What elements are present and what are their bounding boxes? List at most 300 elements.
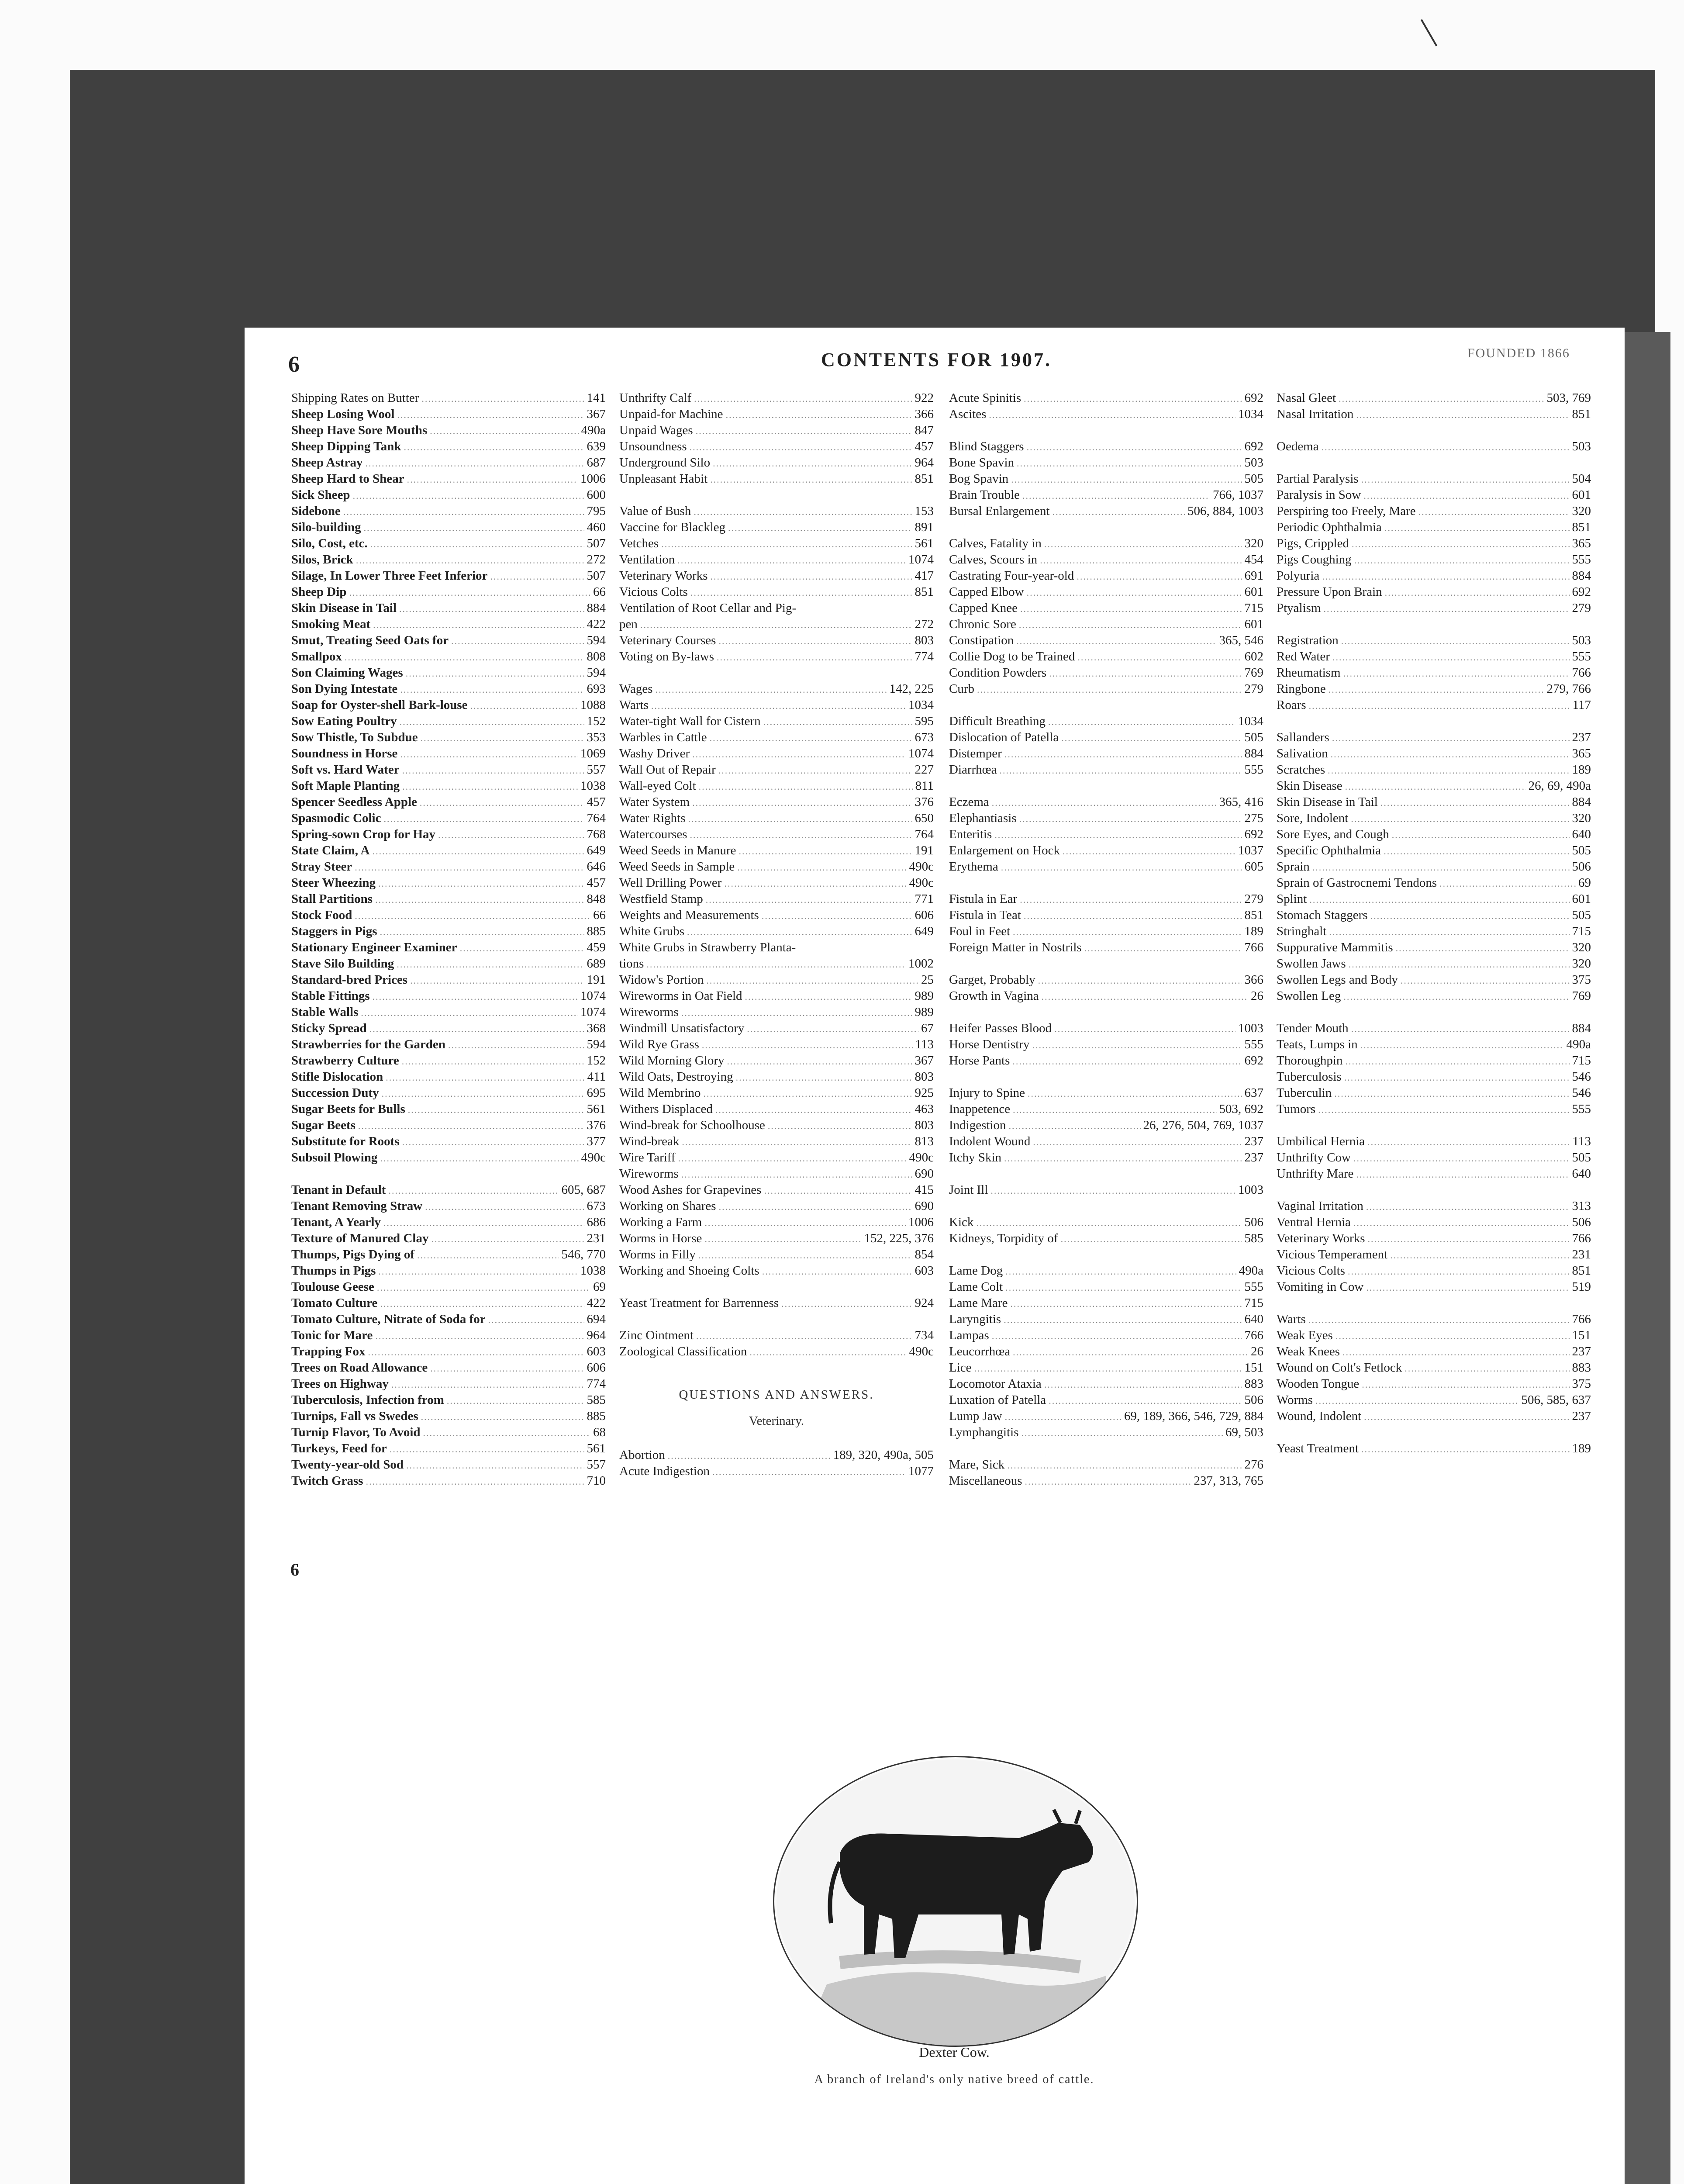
index-term: Tonic for Mare [291,1328,373,1342]
index-term: Tenant in Default [291,1183,386,1197]
index-term: Specific Ophthalmia [1277,843,1381,857]
index-term: Wall Out of Repair [619,763,716,777]
leader-dots [1004,1150,1242,1166]
index-term: Periodic Ophthalmia [1277,520,1382,534]
index-page-refs: 766 [1572,666,1591,680]
index-page-refs: 376 [914,795,934,809]
leader-dots [1364,1409,1569,1424]
index-term: Tomato Culture [291,1296,378,1310]
index-page-refs: 884 [1244,746,1263,760]
index-term: Miscellaneous [949,1474,1022,1488]
index-entry [291,1053,606,1069]
leader-dots [692,795,912,810]
index-entry [1277,1150,1591,1166]
index-term: Foul in Feet [949,924,1011,938]
index-entry [1277,875,1591,891]
index-term: Rheumatism [1277,666,1341,680]
index-term: Constipation [949,633,1014,647]
leader-dots [1010,1296,1242,1311]
index-entry [619,972,934,988]
index-entry [949,1182,1263,1198]
index-entry [619,536,934,552]
index-entry [1277,632,1591,649]
index-page-refs: 715 [1244,1296,1263,1310]
leader-dots [1331,746,1570,762]
index-page-refs: 891 [914,520,934,534]
leader-dots [1353,1215,1570,1230]
index-term: Spencer Seedless Apple [291,795,417,809]
section-gap [949,697,1263,713]
leader-dots [1345,778,1526,794]
index-term: Blind Staggers [949,439,1024,453]
index-term: Bog Spavin [949,472,1009,486]
index-term: Stringhalt [1277,924,1327,938]
section-gap [619,665,934,681]
index-term: Veterinary Works [619,569,708,583]
index-term: Calves, Fatality in [949,536,1042,550]
leader-dots [728,520,912,536]
leader-dots [1384,520,1570,536]
index-page-refs: 922 [914,391,934,405]
index-page-refs: 490c [909,860,934,874]
index-term: Weak Eyes [1277,1328,1333,1342]
section-gap [949,1004,1263,1020]
index-page-refs: 883 [1244,1377,1263,1391]
index-entry [291,455,606,471]
section-gap [619,1311,934,1327]
index-page-refs: 692 [1572,585,1591,599]
index-entry [1277,1069,1591,1085]
leader-dots [715,1102,912,1117]
leader-dots [694,390,912,406]
index-page-refs: 989 [914,1005,934,1019]
leader-dots [1361,471,1570,487]
leader-dots [1341,633,1570,649]
index-entry [291,1230,606,1247]
index-entry [1277,729,1591,746]
index-page-refs: 594 [587,1037,606,1051]
index-entry [619,1247,934,1263]
leader-dots [781,1296,912,1311]
leader-dots [1356,1166,1569,1182]
index-page-refs: 639 [587,439,606,453]
index-entry [619,1004,934,1020]
leader-dots [370,536,584,552]
index-entry [291,972,606,988]
index-entry [1277,1311,1591,1327]
section-gap [949,1198,1263,1214]
index-term: Wound, Indolent [1277,1409,1362,1423]
index-entry [949,891,1263,907]
index-term: Lump Jaw [949,1409,1002,1423]
index-entry [291,487,606,503]
index-term: Worms in Filly [619,1248,696,1261]
leader-dots [681,1166,912,1182]
leader-dots [1013,1344,1248,1360]
leader-dots [762,1263,912,1279]
index-page-refs: 771 [914,892,934,906]
index-entry [291,907,606,923]
index-term: Castrating Four-year-old [949,569,1074,583]
index-page-refs: 368 [587,1021,606,1035]
index-term: Injury to Spine [949,1086,1025,1100]
leader-dots [656,681,887,697]
index-entry [291,1101,606,1117]
index-term: Smallpox [291,650,342,663]
index-term: Fistula in Ear [949,892,1018,906]
leader-dots [375,892,584,907]
leader-dots [1007,1457,1242,1473]
leader-dots [1366,1199,1570,1214]
index-page-refs: 715 [1572,1054,1591,1068]
index-column-2 [619,390,934,1479]
leader-dots [1012,1053,1242,1069]
index-entry [1277,1327,1591,1344]
leader-dots [1049,1393,1242,1408]
index-entry [619,503,934,519]
leader-dots [994,827,1242,843]
index-entry [949,1408,1263,1424]
index-entry [291,1037,606,1053]
leader-dots [1332,649,1570,665]
index-entry [949,988,1263,1004]
leader-dots [1077,649,1242,665]
index-entry [619,1344,934,1360]
leader-dots [388,1182,559,1198]
leader-dots [431,1231,584,1247]
index-page-refs: 595 [914,714,934,728]
index-page-refs: 507 [587,536,606,550]
index-term: Strawberries for the Garden [291,1037,446,1051]
index-page-refs: 26, 276, 504, 769, 1037 [1143,1118,1263,1132]
leader-dots [402,762,584,778]
index-entry [1277,826,1591,843]
index-term: Sheep Losing Wool [291,407,395,421]
index-entry [619,439,934,455]
index-page-refs: 691 [1244,569,1263,583]
index-term: Distemper [949,746,1002,760]
index-term: Working a Farm [619,1215,702,1229]
index-entry [619,1230,934,1247]
index-term: Laryngitis [949,1312,1001,1326]
index-page-refs: 1088 [580,698,606,712]
index-entry [291,778,606,794]
index-term: Paralysis in Sow [1277,488,1361,502]
index-page-refs: 1037 [1238,843,1263,857]
leader-dots [382,1085,584,1101]
index-entry [949,552,1263,568]
index-entry [291,422,606,439]
leader-dots [737,859,906,875]
index-entry [619,649,934,665]
leader-dots [651,698,906,713]
index-page-refs: 555 [1572,553,1591,567]
index-page-refs: 884 [587,601,606,615]
index-term: Withers Displaced [619,1102,713,1116]
leader-dots [692,746,906,762]
index-term: Trapping Fox [291,1344,366,1358]
index-term: Indigestion [949,1118,1006,1132]
index-entry [291,1473,606,1489]
index-page-refs: 237 [1572,1344,1591,1358]
index-entry [619,390,934,406]
index-entry [619,1295,934,1311]
index-entry [1277,794,1591,810]
section-gap [1277,422,1591,439]
index-page-refs: 774 [914,650,934,663]
leader-dots [688,811,912,826]
index-entry [949,923,1263,940]
index-term: Water Rights [619,811,686,825]
index-term: Staggers in Pigs [291,924,377,938]
index-page-refs: 505 [1572,908,1591,922]
index-page-refs: 555 [1244,1037,1263,1051]
index-entry [949,439,1263,455]
index-page-refs: 366 [1244,973,1263,987]
leader-dots [358,1118,584,1133]
index-entry [1277,1441,1591,1457]
index-entry [1277,1198,1591,1214]
index-entry [619,1150,934,1166]
index-entry [1277,972,1591,988]
index-entry [619,746,934,762]
index-term: Weed Seeds in Manure [619,843,736,857]
index-entry [949,632,1263,649]
index-page-refs: 710 [587,1474,606,1488]
leader-dots [1390,1247,1569,1263]
index-page-refs: 320 [1572,940,1591,954]
leader-dots [425,1199,584,1214]
leader-dots [724,875,906,891]
index-term: Spasmodic Colic [291,811,381,825]
index-entry [291,762,606,778]
index-page-refs: 637 [1244,1086,1263,1100]
leader-dots [1392,827,1570,843]
leader-dots [661,536,912,552]
index-term: Sore, Indolent [1277,811,1349,825]
index-term: Stall Partitions [291,892,373,906]
leader-dots [1345,1053,1569,1069]
section-gap [949,875,1263,891]
index-entry [1277,1376,1591,1392]
index-page-refs: 594 [587,633,606,647]
index-entry [949,1457,1263,1473]
leader-dots [1315,1393,1518,1408]
index-page-refs: 555 [1244,1280,1263,1294]
index-page-refs: 365, 546 [1219,633,1263,647]
section-gap [619,1360,934,1386]
index-entry [949,746,1263,762]
leader-dots [1439,875,1576,891]
section-gap [619,1430,934,1447]
index-page-refs: 503, 692 [1219,1102,1263,1116]
index-entry [291,552,606,568]
section-gap [949,956,1263,972]
section-gap [1277,1004,1591,1020]
index-entry [949,1424,1263,1441]
page-number: 6 [288,352,300,377]
index-term: Indolent Wound [949,1134,1031,1148]
index-entry [291,1214,606,1230]
index-page-refs: 490a [1239,1264,1263,1278]
leader-dots [1360,1037,1564,1053]
index-term: Teats, Lumps in [1277,1037,1358,1051]
section-gap [949,519,1263,536]
index-term: Stock Food [291,908,352,922]
index-entry [1277,503,1591,519]
leader-dots [1361,1441,1570,1457]
index-entry [619,1037,934,1053]
index-term: Vomiting in Cow [1277,1280,1364,1294]
index-entry [1277,471,1591,487]
index-entry [1277,1037,1591,1053]
leader-dots [727,1053,912,1069]
index-page-refs: 546 [1572,1070,1591,1084]
leader-dots [1366,1279,1569,1295]
index-page-refs: 964 [914,456,934,470]
index-page-refs: 594 [587,666,606,680]
index-term: Curb [949,682,974,696]
index-page-refs: 605 [1244,860,1263,874]
index-page-refs: 505 [1572,1151,1591,1165]
index-entry [291,616,606,632]
index-entry [619,519,934,536]
index-page-refs: 320 [1572,811,1591,825]
index-page-refs: 602 [1244,650,1263,663]
index-entry [619,1117,934,1133]
index-page-refs: 189 [1572,763,1591,777]
index-page-refs: 320 [1572,504,1591,518]
index-page-refs: 411 [587,1070,606,1084]
index-term: Skin Disease [1277,779,1342,793]
index-term: Perspiring too Freely, Mare [1277,504,1416,518]
index-term: Subsoil Plowing [291,1151,378,1165]
index-term: Unsoundness [619,439,687,453]
leader-dots [375,1328,584,1344]
index-entry [619,584,934,600]
index-term: Unpaid Wages [619,423,693,437]
index-entry [291,843,606,859]
index-entry [619,923,934,940]
index-entry [291,1424,606,1441]
index-term: Wooden Tongue [1277,1377,1360,1391]
leader-dots [1334,1085,1569,1101]
index-term: Tuberculin [1277,1086,1332,1100]
leader-dots [1020,892,1242,907]
leader-dots [345,649,584,665]
index-entry [291,697,606,713]
index-page-refs: 885 [587,1409,606,1423]
leader-dots [1324,601,1570,616]
index-entry [291,988,606,1004]
index-page-refs: 555 [1244,763,1263,777]
index-page-refs: 851 [1244,908,1263,922]
index-entry [949,859,1263,875]
index-term: Thoroughpin [1277,1054,1343,1068]
index-entry [291,519,606,536]
index-term: Lame Mare [949,1296,1008,1310]
leader-dots [713,455,912,471]
page-title: CONTENTS FOR 1907. [821,349,1052,370]
leader-dots [1024,390,1242,406]
index-entry [291,1279,606,1295]
index-page-refs: 811 [915,779,934,793]
leader-dots [1025,1473,1191,1489]
index-entry [1277,1360,1591,1376]
index-entry [949,972,1263,988]
index-entry [1277,439,1591,455]
index-page-refs: 650 [914,811,934,825]
index-page-refs: 851 [914,472,934,486]
index-term: Substitute for Roots [291,1134,400,1148]
index-page-refs: 692 [1244,1054,1263,1068]
leader-dots [417,1247,559,1263]
index-term: Windmill Unsatisfactory [619,1021,745,1035]
leader-dots [1309,698,1570,713]
index-entry [1277,487,1591,503]
leader-dots [373,843,584,859]
index-term: Wild Oats, Destroying [619,1070,733,1084]
index-page-refs: 606 [587,1361,606,1375]
index-entry [291,794,606,810]
leader-dots [989,407,1235,422]
index-page-refs: 506, 884, 1003 [1187,504,1263,518]
index-term: Sick Sheep [291,488,350,502]
index-entry [619,697,934,713]
index-entry [619,907,934,923]
index-page-refs: 925 [914,1086,934,1100]
index-term: Acute Spinitis [949,391,1021,405]
index-entry [949,1344,1263,1360]
index-entry [949,843,1263,859]
index-page-refs: 561 [587,1102,606,1116]
leader-dots [378,1263,578,1279]
index-term: White Grubs in Strawberry Planta- [619,940,796,954]
index-entry [1277,891,1591,907]
index-page-refs: 457 [587,795,606,809]
index-entry [949,503,1263,519]
index-term: Partial Paralysis [1277,472,1359,486]
leader-dots [1351,1021,1570,1037]
leader-dots [1404,1360,1569,1376]
index-entry [619,455,934,471]
index-term: Warbles in Cattle [619,730,707,744]
index-page-refs: 117 [1572,698,1591,712]
index-page-refs: 279 [1244,892,1263,906]
index-term: Wire Tariff [619,1151,676,1165]
index-term: Mare, Sick [949,1458,1005,1472]
index-page-refs: 152 [587,714,606,728]
leader-dots [736,1069,912,1085]
leader-dots [1044,536,1242,552]
index-term: Stray Steer [291,860,352,874]
leader-dots [380,1296,584,1311]
index-term: Warts [619,698,649,712]
index-page-refs: 375 [1572,1377,1591,1391]
leader-dots [390,1441,584,1457]
index-page-refs: 507 [587,569,606,583]
index-page-refs: 848 [587,892,606,906]
leader-dots [1368,1231,1570,1247]
index-term: Smoking Meat [291,617,371,631]
index-entry [291,600,606,616]
index-column-3 [949,390,1263,1489]
index-page-refs: 649 [914,924,934,938]
leader-dots [383,1215,584,1230]
index-term: Working and Shoeing Colts [619,1264,759,1278]
index-entry [291,406,606,422]
index-entry [1277,843,1591,859]
